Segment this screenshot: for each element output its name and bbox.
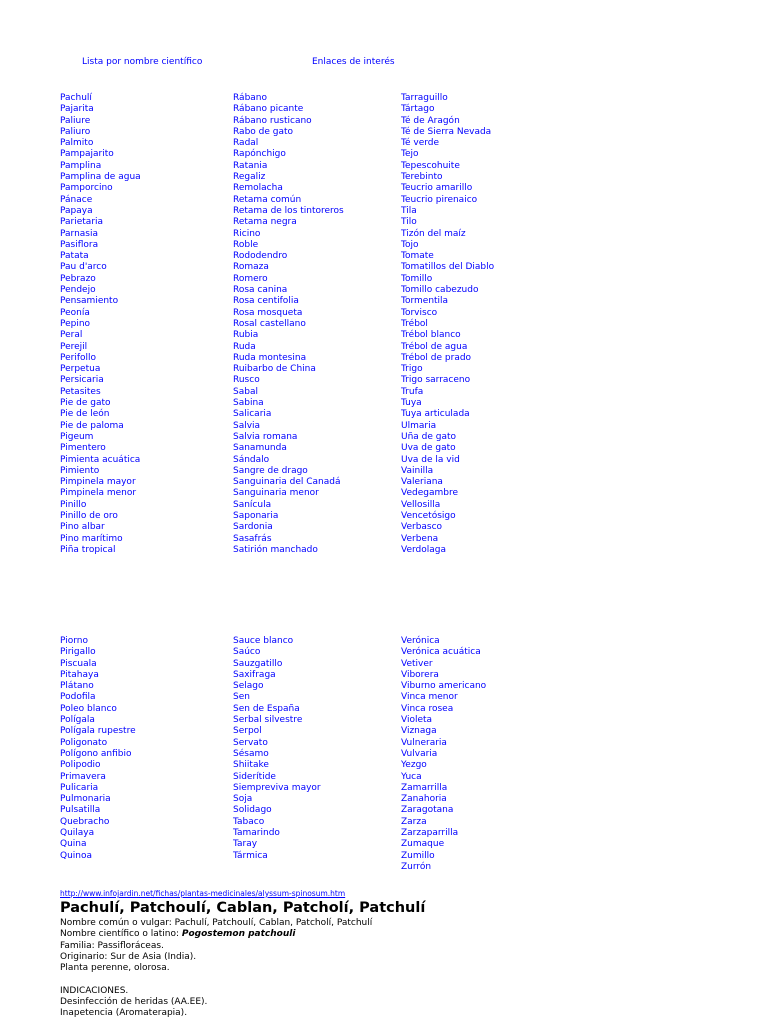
plant-link[interactable]: Vinca rosea (401, 703, 454, 714)
plant-link[interactable]: Tejo (401, 149, 419, 160)
plant-link[interactable]: Verónica acuática (401, 647, 481, 658)
plant-list-s1-c1 (60, 93, 141, 556)
plant-link[interactable]: Tormentila (401, 296, 449, 307)
plant-link[interactable]: Perpetua (60, 364, 101, 375)
plant-link[interactable]: Ruibarbo de China (233, 364, 316, 375)
plant-link[interactable]: Sangre de drago (233, 465, 308, 476)
plant-link[interactable]: Rosa centifolia (233, 296, 299, 307)
indications-heading: INDICACIONES. (60, 985, 129, 996)
plant-link[interactable]: Verónica (401, 636, 440, 646)
plant-link[interactable]: Viznaga (401, 726, 437, 737)
plant-link[interactable]: Torvisco (401, 307, 438, 318)
plant-link[interactable]: Primavera (60, 771, 106, 782)
plant-link[interactable]: Selago (233, 681, 264, 692)
plant-link[interactable]: Serbal silvestre (233, 715, 303, 726)
plant-link[interactable]: Piña tropical (60, 544, 116, 555)
plant-link[interactable]: Remolacha (233, 183, 283, 194)
plant-link[interactable]: Vedegambre (401, 488, 458, 499)
plant-link[interactable]: Trébol de agua (401, 341, 468, 352)
plant-link[interactable]: Sanícula (233, 499, 272, 510)
plant-link[interactable]: Vencetósigo (401, 510, 456, 521)
plant-link[interactable]: Pajarita (60, 104, 94, 115)
plant-title: Pachulí, Patchoulí, Cablan, Patcholí, Patchulí (60, 900, 426, 916)
plant-link[interactable]: Pamplina de agua (60, 172, 141, 183)
plant-link[interactable]: Pendejo (60, 285, 96, 296)
plant-link[interactable]: Pimienta acuática (60, 454, 141, 465)
plant-link[interactable]: Vetiver (401, 658, 433, 669)
plant-link[interactable]: Pulmonaria (60, 794, 111, 805)
plant-link[interactable]: Persicaria (60, 375, 104, 386)
plant-link[interactable]: Paliure (60, 115, 91, 126)
plant-link[interactable]: Vulneraria (401, 737, 447, 748)
scientific-name-line (60, 929, 372, 940)
plant-link[interactable]: Plátano (60, 681, 94, 692)
plant-list-s2-c3 (401, 636, 486, 873)
plant-link[interactable]: Trigo (401, 364, 423, 375)
plant-link[interactable]: Rosal castellano (233, 318, 306, 329)
plant-link[interactable]: Poleo blanco (60, 703, 117, 714)
plant-link[interactable]: Pimpinela menor (60, 488, 137, 499)
plant-link[interactable]: Tizón del maíz (401, 228, 466, 239)
plant-link[interactable]: Pulicaria (60, 782, 99, 793)
plant-link[interactable]: Sauzgatillo (233, 658, 283, 669)
plant-link[interactable]: Servato (233, 737, 268, 748)
plant-link[interactable]: Petasites (60, 386, 101, 397)
plant-link[interactable]: Zarzaparrilla (401, 828, 459, 839)
plant-link[interactable]: Valeriana (401, 477, 443, 488)
plant-link[interactable]: Verbena (401, 533, 439, 544)
plant-link[interactable]: Rabo de gato (233, 126, 294, 137)
plant-link[interactable]: Pulsatilla (60, 805, 101, 816)
plant-link[interactable]: Pamplina (60, 160, 102, 171)
plant-link[interactable]: Pinillo de oro (60, 510, 118, 521)
plant-link[interactable]: Trébol blanco (401, 330, 461, 341)
plant-link[interactable]: Teucrio amarillo (401, 183, 473, 194)
plant-link[interactable]: Vulvaria (401, 748, 438, 759)
plant-link[interactable]: Romero (233, 273, 268, 284)
plant-link[interactable]: Saxifraga (233, 669, 276, 680)
plant-link[interactable]: Sanamunda (233, 443, 287, 454)
plant-link[interactable]: Tomillo cabezudo (401, 285, 479, 296)
scientific-name-list-link[interactable]: Lista por nombre científico (82, 57, 203, 67)
plant-link[interactable]: Piscuala (60, 658, 97, 669)
plant-link[interactable]: Teucrio pirenaico (401, 194, 478, 205)
plant-link[interactable]: Uva de la vid (401, 454, 460, 465)
plant-link[interactable]: Yezgo (401, 760, 427, 771)
plant-link[interactable]: Trébol de prado (401, 352, 472, 363)
plant-link[interactable]: Rábano picante (233, 104, 304, 115)
plant-link[interactable]: Poligonato (60, 737, 108, 748)
plant-link[interactable]: Viburno americano (401, 681, 487, 692)
plant-link[interactable]: Ricino (233, 228, 261, 239)
plant-link[interactable]: Tila (401, 205, 417, 216)
plant-link[interactable]: Té de Sierra Nevada (401, 126, 492, 137)
plant-link[interactable]: Vinca menor (401, 692, 458, 703)
indication-item: Desinfección de heridas (AA.EE). (60, 997, 208, 1008)
plant-link[interactable]: Pino marítimo (60, 533, 123, 544)
common-name-line: Nombre común o vulgar: Pachulí, Patchoulí, Cablan, Patcholí, Patchulí (60, 918, 373, 928)
plant-link[interactable]: Pie de león (60, 409, 110, 420)
plant-link[interactable]: Sauce blanco (233, 636, 294, 646)
plant-link[interactable]: Romaza (233, 262, 269, 273)
plant-link[interactable]: Uña de gato (401, 431, 457, 442)
plant-link[interactable]: Perejil (60, 341, 88, 352)
plant-link[interactable]: Tártago (401, 104, 435, 115)
plant-link[interactable]: Sasafrás (233, 533, 272, 544)
plant-link[interactable]: Zanahoria (401, 794, 447, 805)
plant-link[interactable]: Vainilla (401, 465, 434, 476)
plant-link[interactable]: Uva de gato (401, 443, 456, 454)
plant-list-s2-c2 (233, 636, 321, 862)
plant-link[interactable]: Rábano rusticano (233, 115, 312, 126)
plant-link[interactable]: Tojo (401, 239, 419, 250)
plant-link[interactable]: Pie de paloma (60, 420, 124, 431)
plant-link[interactable]: Sen (233, 692, 250, 703)
plant-link[interactable]: Quebracho (60, 816, 110, 827)
plant-link[interactable]: Tepescohuite (401, 160, 460, 171)
plant-link[interactable]: Rábano (233, 93, 268, 103)
plant-link[interactable]: Tarraguillo (401, 93, 448, 103)
plant-link[interactable]: Sésamo (233, 748, 269, 759)
plant-link[interactable]: Rusco (233, 375, 260, 386)
origin-line: Originario: Sur de Asia (India). (60, 951, 197, 962)
plant-link[interactable]: Ruda montesina (233, 352, 307, 363)
plant-link[interactable]: Pamporcino (60, 183, 113, 194)
plant-link[interactable]: Patata (60, 251, 89, 262)
plant-link[interactable]: Rubia (233, 330, 259, 341)
plant-link[interactable]: Parietaria (60, 217, 104, 228)
plant-link[interactable]: Perifollo (60, 352, 97, 363)
plant-link[interactable]: Ratania (233, 160, 268, 171)
plant-link[interactable]: Pino albar (60, 522, 105, 533)
plant-link[interactable]: Tuya articulada (401, 409, 470, 420)
plant-link[interactable]: Rosa mosqueta (233, 307, 303, 318)
plant-link[interactable]: Salvia romana (233, 431, 298, 442)
plant-link[interactable]: Satirión manchado (233, 544, 318, 555)
plant-link[interactable]: Rapónchigo (233, 149, 286, 160)
plant-link[interactable]: Rododendro (233, 251, 288, 262)
plant-link[interactable]: Pau d'arco (60, 262, 107, 273)
plant-link[interactable]: Yuca (401, 771, 422, 782)
plant-link[interactable]: Tomatillos del Diablo (401, 262, 495, 273)
plant-link[interactable]: Palmito (60, 138, 94, 149)
plant-link[interactable]: Papaya (60, 205, 93, 216)
plant-link[interactable]: Polígono anfibio (60, 748, 132, 759)
plant-link[interactable]: Polígala rupestre (60, 726, 136, 737)
plant-link[interactable]: Pimiento (60, 465, 100, 476)
indication-item: Inapetencia (Aromaterapia). (60, 1008, 188, 1019)
plant-info (60, 918, 372, 1020)
plant-link[interactable]: Terebinto (401, 172, 443, 183)
plant-link[interactable]: Salicaria (233, 409, 272, 420)
scientific-name-value: Pogostemon patchouli (181, 929, 296, 940)
plant-link[interactable]: Pebrazo (60, 273, 96, 284)
plant-link[interactable]: Ruda (233, 341, 256, 352)
plant-link[interactable]: Sándalo (233, 454, 270, 465)
source-url-link[interactable]: http://www.infojardin.net/fichas/plantas-medicinales/alyssum-spinosum.htm (60, 889, 346, 898)
plant-link[interactable]: Sardonia (233, 522, 273, 533)
plant-link[interactable]: Pepino (60, 318, 91, 329)
links-of-interest-link[interactable]: Enlaces de interés (312, 57, 395, 67)
spacer (60, 974, 372, 985)
plant-link[interactable]: Zumillo (401, 850, 435, 861)
plant-link[interactable]: Pigeum (60, 431, 94, 442)
plant-link[interactable]: Retama negra (233, 217, 297, 228)
plant-link[interactable]: Trufa (401, 386, 424, 397)
plant-link[interactable]: Trébol (401, 318, 428, 329)
plant-link[interactable]: Piorno (60, 636, 88, 646)
plant-link[interactable]: Verdolaga (401, 544, 446, 555)
plant-link[interactable]: Trigo sarraceno (401, 375, 471, 386)
scientific-name-label: Nombre científico o latino: (60, 929, 182, 940)
plant-link[interactable]: Siempreviva mayor (233, 782, 321, 793)
plant-link[interactable]: Tabaco (233, 816, 265, 827)
plant-link[interactable]: Vellosilla (401, 499, 441, 510)
plant-link[interactable]: Pitahaya (60, 669, 99, 680)
plant-link[interactable]: Quinoa (60, 850, 93, 861)
plant-link[interactable]: Pensamiento (60, 296, 119, 307)
plant-list-s1-c2 (233, 93, 344, 556)
plant-link[interactable]: Peonía (60, 307, 90, 318)
plant-link[interactable]: Zurrón (401, 861, 432, 872)
plant-link[interactable]: Pasiflora (60, 239, 99, 250)
plant-link[interactable]: Taray (233, 839, 258, 850)
plant-link[interactable]: Té verde (401, 138, 440, 149)
plant-link[interactable]: Radal (233, 138, 259, 149)
plant-link[interactable]: Soja (233, 794, 253, 805)
plant-link[interactable]: Pirigallo (60, 647, 96, 658)
plant-link[interactable]: Tamarindo (233, 828, 280, 839)
plant-link[interactable]: Sabal (233, 386, 258, 397)
plant-link[interactable]: Tármica (233, 850, 268, 861)
plant-link[interactable]: Regaliz (233, 172, 266, 183)
plant-link[interactable]: Viborera (401, 669, 439, 680)
plant-link[interactable]: Quilaya (60, 828, 95, 839)
plant-link[interactable]: Polígala (60, 715, 95, 726)
plant-link[interactable]: Sanguinaria menor (233, 488, 319, 499)
family-line: Familia: Passifloráceas. (60, 940, 164, 951)
plant-link[interactable]: Pie de gato (60, 398, 111, 409)
plant-link[interactable]: Tuya (401, 398, 422, 409)
plant-link[interactable]: Zamarrilla (401, 782, 448, 793)
plant-link[interactable]: Siderítide (233, 771, 276, 782)
plant-link[interactable]: Salvia (233, 420, 261, 431)
plant-link[interactable]: Polipodio (60, 760, 101, 771)
plant-link[interactable]: Retama de los tintoreros (233, 205, 344, 216)
plant-link[interactable]: Roble (233, 239, 259, 250)
plant-link[interactable]: Zaragotana (401, 805, 454, 816)
plant-link[interactable]: Pimpinela mayor (60, 477, 136, 488)
plant-link[interactable]: Parnasia (60, 228, 99, 239)
plant-link[interactable]: Pachulí (60, 93, 92, 103)
plant-link[interactable]: Podofila (60, 692, 96, 703)
plant-link[interactable]: Solidago (233, 805, 272, 816)
plant-link[interactable]: Pampajarito (60, 149, 114, 160)
plant-type-line: Planta perenne, olorosa. (60, 963, 170, 974)
plant-link[interactable]: Pimentero (60, 443, 106, 454)
plant-link[interactable]: Retama común (233, 194, 302, 205)
plant-link[interactable]: Saponaria (233, 510, 279, 521)
plant-link[interactable]: Serpol (233, 726, 262, 737)
plant-link[interactable]: Verbasco (401, 522, 443, 533)
plant-link[interactable]: Zumaque (401, 839, 445, 850)
plant-link[interactable]: Sen de España (233, 703, 300, 714)
plant-link[interactable]: Pánace (60, 194, 93, 205)
plant-link[interactable]: Saúco (233, 647, 261, 658)
plant-link[interactable]: Quina (60, 839, 87, 850)
plant-list-s2-c1 (60, 636, 136, 862)
plant-link[interactable]: Peral (60, 330, 83, 341)
plant-link[interactable]: Rosa canina (233, 285, 288, 296)
plant-link[interactable]: Tilo (401, 217, 417, 228)
plant-link[interactable]: Tomate (401, 251, 434, 262)
plant-link[interactable]: Paliuro (60, 126, 91, 137)
plant-link[interactable]: Violeta (401, 715, 433, 726)
plant-link[interactable]: Sanguinaria del Canadá (233, 477, 341, 488)
plant-link[interactable]: Shiitake (233, 760, 269, 771)
plant-link[interactable]: Zarza (401, 816, 427, 827)
plant-link[interactable]: Tomillo (401, 273, 433, 284)
plant-link[interactable]: Ulmaria (401, 420, 437, 431)
plant-list-s1-c3 (401, 93, 494, 556)
plant-link[interactable]: Sabina (233, 398, 264, 409)
plant-link[interactable]: Pinillo (60, 499, 87, 510)
plant-link[interactable]: Té de Aragón (401, 115, 460, 126)
